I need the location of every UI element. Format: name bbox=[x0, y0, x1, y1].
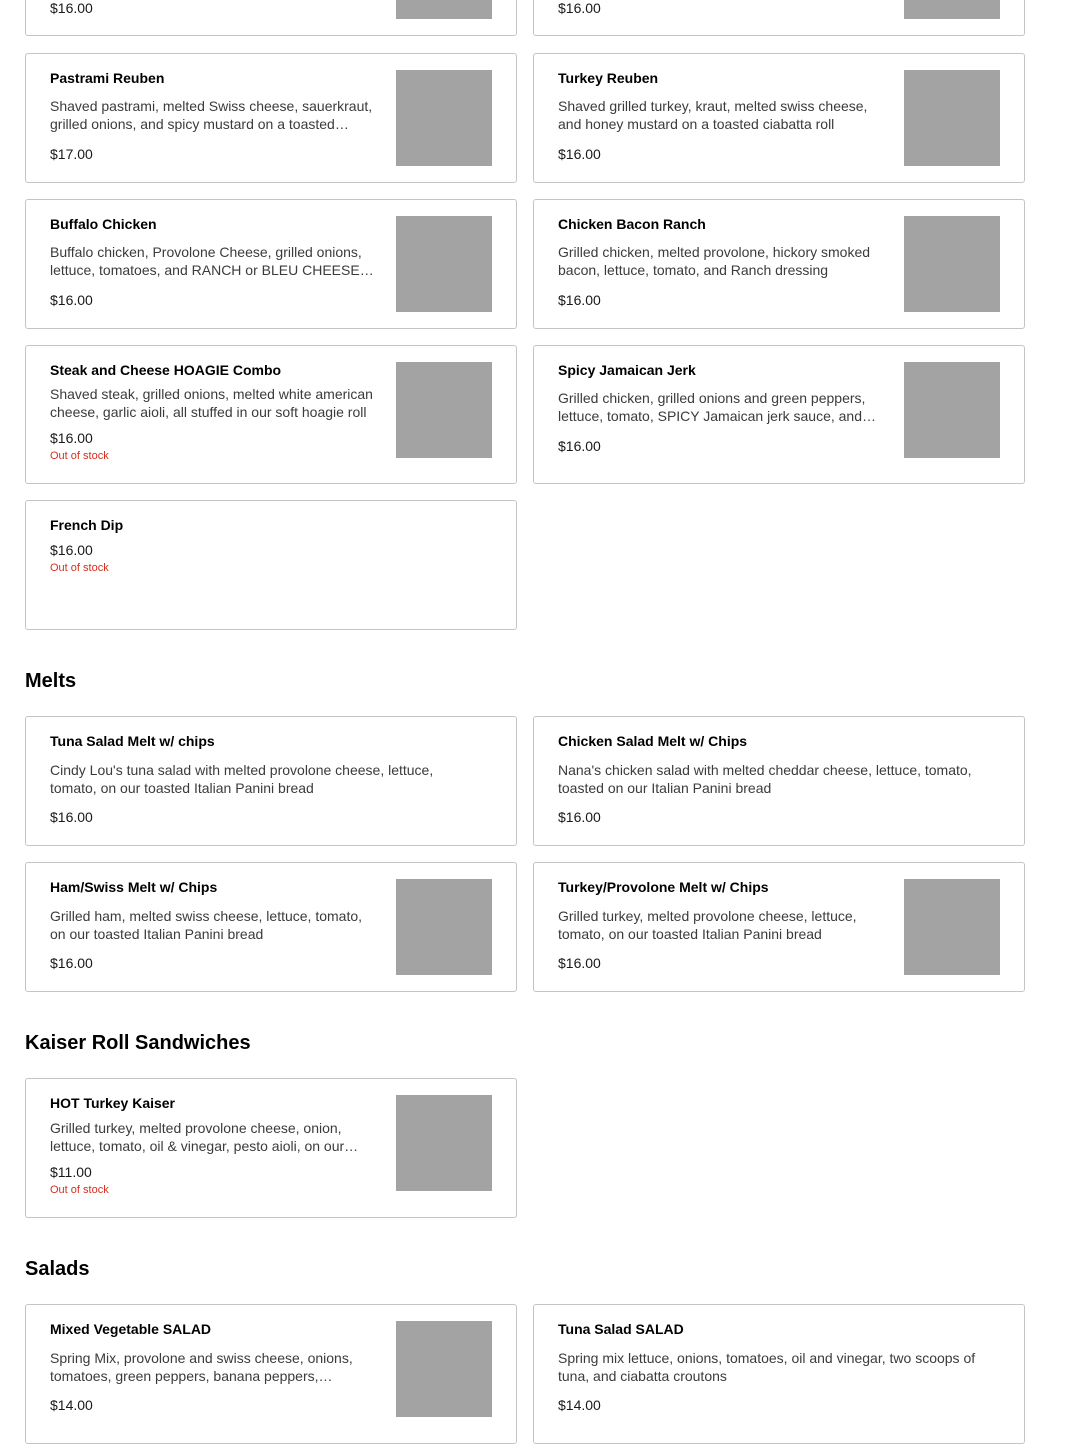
item-image bbox=[396, 70, 492, 166]
item-image bbox=[396, 1321, 492, 1417]
item-description: Cindy Lou's tuna salad with melted provolone cheese, lettuce, tomato, on our toasted Italian Panini bread bbox=[50, 762, 434, 796]
menu-item-tuna-salad-melt[interactable] bbox=[25, 716, 517, 846]
item-name: Steak and Cheese HOAGIE Combo bbox=[50, 362, 282, 378]
item-image bbox=[904, 70, 1000, 166]
item-name: Chicken Salad Melt w/ Chips bbox=[558, 733, 748, 749]
out-of-stock-label: Out of stock bbox=[50, 450, 109, 462]
item-price: $16.00 bbox=[50, 0, 93, 16]
item-image bbox=[396, 0, 492, 19]
item-description: Nana's chicken salad with melted cheddar cheese, lettuce, tomato, toasted on our Italian Panini bread bbox=[558, 762, 972, 796]
out-of-stock-label: Out of stock bbox=[50, 1184, 109, 1196]
menu-item-chicken-salad-melt[interactable] bbox=[533, 716, 1025, 846]
item-name: Tuna Salad Melt w/ chips bbox=[50, 733, 215, 749]
section-heading-kaiser: Kaiser Roll Sandwiches bbox=[25, 1032, 251, 1054]
item-price: $16.00 bbox=[50, 430, 93, 446]
item-name: Pastrami Reuben bbox=[50, 70, 165, 86]
item-image bbox=[396, 362, 492, 458]
item-price: $14.00 bbox=[50, 1397, 93, 1413]
out-of-stock-label: Out of stock bbox=[50, 562, 109, 574]
item-name: HOT Turkey Kaiser bbox=[50, 1095, 176, 1111]
item-image bbox=[904, 879, 1000, 975]
item-name: Turkey/Provolone Melt w/ Chips bbox=[558, 879, 769, 895]
item-image bbox=[396, 216, 492, 312]
item-name: Turkey Reuben bbox=[558, 70, 659, 86]
menu-item-card[interactable] bbox=[533, 0, 1025, 36]
item-description: Shaved pastrami, melted Swiss cheese, sauerkraut, grilled onions, and spicy mustard on a toasted bbox=[50, 98, 373, 132]
item-price: $16.00 bbox=[50, 542, 93, 558]
menu-item-buffalo-chicken[interactable] bbox=[25, 199, 517, 329]
item-description: Grilled chicken, grilled onions and green peppers, lettuce, tomato, SPICY Jamaican jerk sauce, and bbox=[558, 390, 866, 424]
menu-item-pastrami-reuben[interactable] bbox=[25, 53, 517, 183]
item-price: $16.00 bbox=[558, 0, 601, 16]
item-name: Mixed Vegetable SALAD bbox=[50, 1321, 212, 1337]
item-description: Shaved steak, grilled onions, melted white american cheese, garlic aioli, all stuffed in our soft hoagie roll bbox=[50, 386, 373, 420]
item-description: Grilled chicken, melted provolone, hickory smoked bacon, lettuce, tomato, and Ranch dressing bbox=[558, 244, 871, 278]
item-price: $16.00 bbox=[558, 438, 601, 454]
menu-item-card[interactable] bbox=[25, 0, 517, 36]
item-image bbox=[904, 362, 1000, 458]
item-price: $16.00 bbox=[50, 955, 93, 971]
item-image bbox=[396, 879, 492, 975]
item-image bbox=[904, 0, 1000, 19]
item-price: $16.00 bbox=[558, 955, 601, 971]
item-price: $16.00 bbox=[558, 292, 601, 308]
item-price: $17.00 bbox=[50, 146, 93, 162]
item-name: Spicy Jamaican Jerk bbox=[558, 362, 696, 378]
menu-item-ham-swiss-melt[interactable] bbox=[25, 862, 517, 992]
item-price: $16.00 bbox=[558, 809, 601, 825]
menu-item-french-dip[interactable] bbox=[25, 500, 517, 630]
item-description: Grilled turkey, melted provolone cheese, onion, lettuce, tomato, oil & vinegar, pesto aioli, on our bbox=[50, 1120, 345, 1154]
menu-item-turkey-reuben[interactable] bbox=[533, 53, 1025, 183]
menu-item-spicy-jamaican-jerk[interactable] bbox=[533, 345, 1025, 484]
item-name: Ham/Swiss Melt w/ Chips bbox=[50, 879, 218, 895]
item-image bbox=[396, 1095, 492, 1191]
item-description: Shaved grilled turkey, kraut, melted swiss cheese, and honey mustard on a toasted ciabatta roll bbox=[558, 98, 868, 132]
item-description: Buffalo chicken, Provolone Cheese, grilled onions, lettuce, tomatoes, and RANCH or BLEU CHEESE bbox=[50, 244, 362, 278]
item-image bbox=[904, 216, 1000, 312]
item-description: Grilled ham, melted swiss cheese, lettuce, tomato, on our toasted Italian Panini bread bbox=[50, 908, 363, 942]
item-price: $16.00 bbox=[50, 809, 93, 825]
section-heading-melts: Melts bbox=[25, 670, 77, 692]
menu-item-tuna-salad-salad[interactable] bbox=[533, 1304, 1025, 1444]
item-name: French Dip bbox=[50, 517, 124, 533]
item-name: Chicken Bacon Ranch bbox=[558, 216, 706, 232]
menu-item-steak-cheese-hoagie[interactable] bbox=[25, 345, 517, 484]
menu-item-turkey-provolone-melt[interactable] bbox=[533, 862, 1025, 992]
item-description: Spring mix lettuce, onions, tomatoes, oil and vinegar, two scoops of tuna, and ciabatta croutons bbox=[558, 1350, 976, 1384]
item-price: $14.00 bbox=[558, 1397, 601, 1413]
menu-item-mixed-vegetable-salad[interactable] bbox=[25, 1304, 517, 1444]
item-price: $16.00 bbox=[50, 292, 93, 308]
menu-item-chicken-bacon-ranch[interactable] bbox=[533, 199, 1025, 329]
item-price: $16.00 bbox=[558, 146, 601, 162]
item-description: Spring Mix, provolone and swiss cheese, onions, tomatoes, green peppers, banana peppers, bbox=[50, 1350, 353, 1384]
item-name: Tuna Salad SALAD bbox=[558, 1321, 684, 1337]
item-description: Grilled turkey, melted provolone cheese, lettuce, tomato, on our toasted Italian Panini bread bbox=[558, 908, 857, 942]
item-name: Buffalo Chicken bbox=[50, 216, 157, 232]
section-heading-salads: Salads bbox=[25, 1258, 90, 1280]
item-price: $11.00 bbox=[50, 1164, 92, 1180]
menu-item-hot-turkey-kaiser[interactable] bbox=[25, 1078, 517, 1218]
